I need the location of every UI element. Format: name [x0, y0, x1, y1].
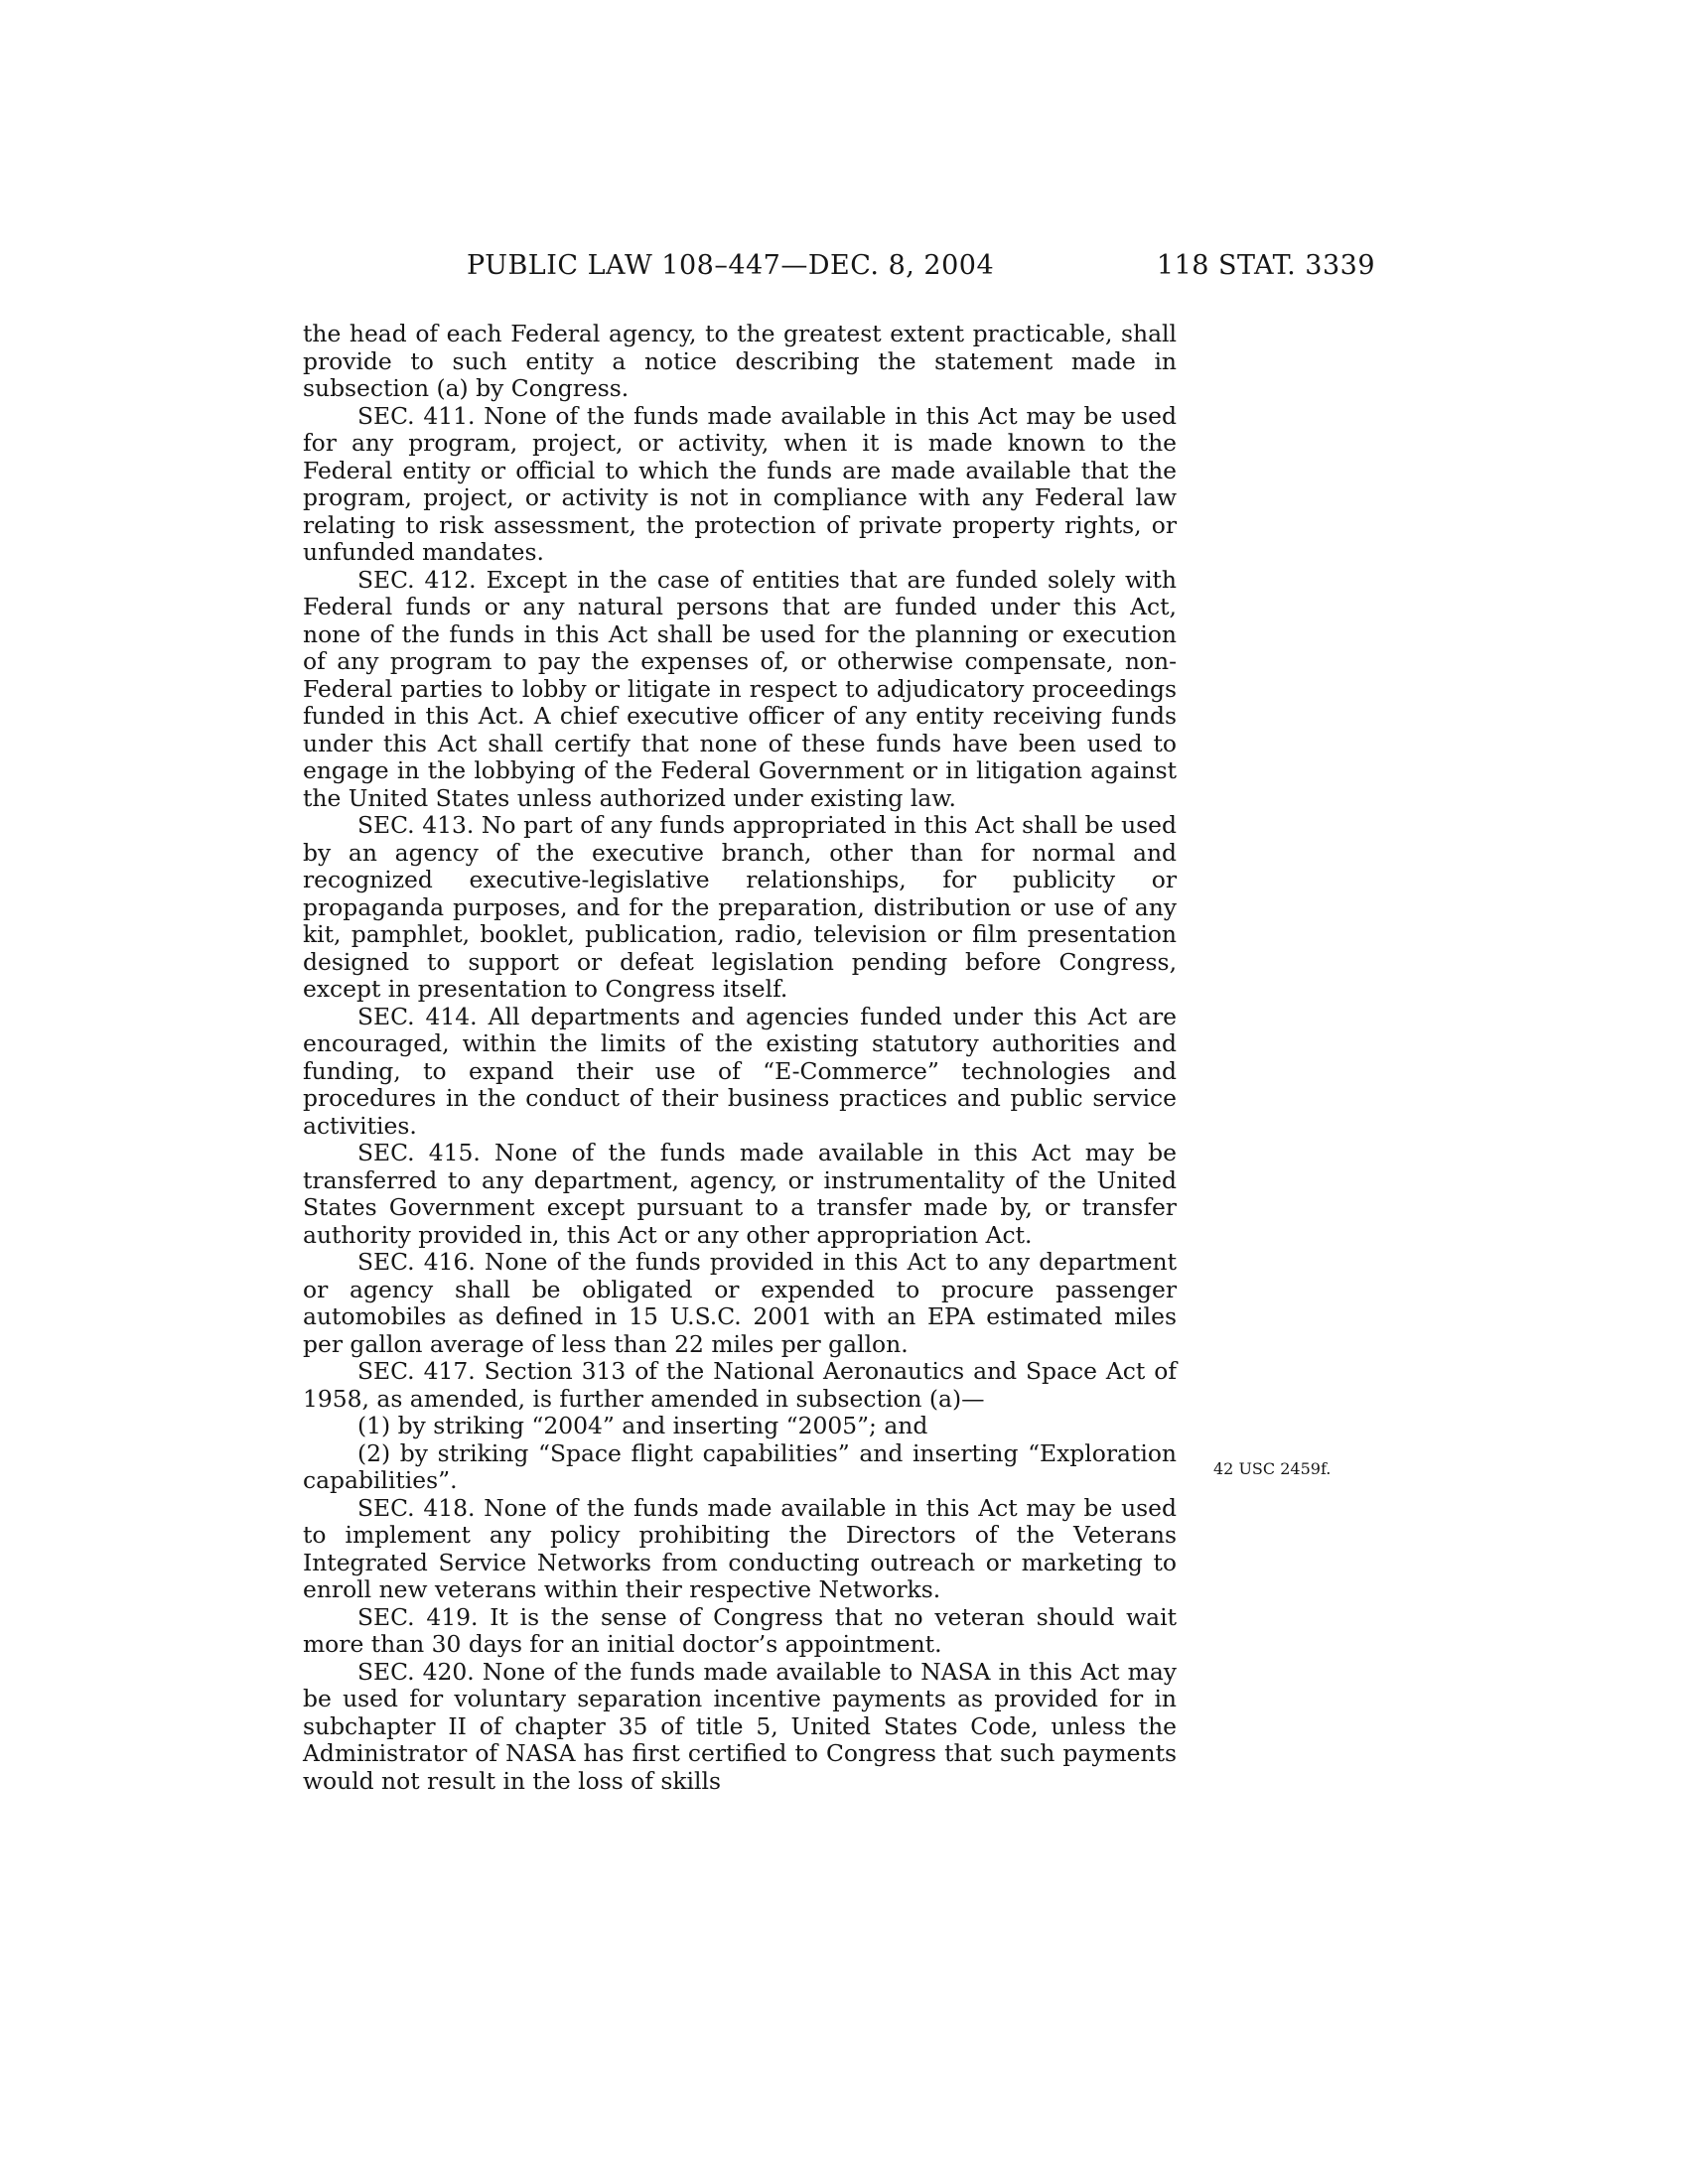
- section-418: [303, 1495, 1177, 1604]
- section-text: None of the funds made available to NASA in this Act may be used for voluntary separation incentive payments as provided for in subchapter II of chapter 35 of title 5, United States Code, unless the Administrator of NASA has first certified to Congress that such payments would not result in the loss of skills: [303, 1657, 1177, 1795]
- section-415: [303, 1140, 1177, 1249]
- section-412: [303, 567, 1177, 813]
- section-419: [303, 1604, 1177, 1659]
- section-text: None of the funds made available in this Act may be used to implement any policy prohibiting the Directors of the Veterans Integrated Service Networks from conducting outreach or marketing to enroll new veterans within their respective Networks.: [303, 1493, 1177, 1603]
- section-text: None of the funds made available in this Act may be transferred to any department, agency, or instrumentality of the United States Government except pursuant to a transfer made by, or transfer authority provided in, this Act or any other appropriation Act.: [303, 1139, 1177, 1249]
- section-417-clause-2: (2) by striking “Space flight capabilities” and inserting “Exploration capabilities”.: [303, 1438, 1177, 1494]
- section-label: SEC. 416.: [357, 1248, 476, 1276]
- section-label: SEC. 414.: [357, 1002, 478, 1030]
- section-414: [303, 1004, 1177, 1141]
- document-body: [303, 321, 1177, 1795]
- section-text: Section 313 of the National Aeronautics and Space Act of 1958, as amended, is further amended in subsection (a)—: [303, 1357, 1177, 1413]
- section-417-clause-1: (1) by striking “2004” and inserting “2005”; and: [357, 1412, 928, 1439]
- page-header: [298, 250, 1375, 290]
- section-text: It is the sense of Congress that no veteran should wait more than 30 days for an initial doctor’s appointment.: [303, 1602, 1177, 1658]
- section-416: [303, 1249, 1177, 1358]
- section-label: SEC. 413.: [357, 811, 475, 839]
- section-413: [303, 812, 1177, 1004]
- section-420: [303, 1659, 1177, 1796]
- section-411: [303, 403, 1177, 567]
- section-text: None of the funds made available in this Act may be used for any program, project, or activity, when it is made known to the Federal entity or official to which the funds are made available that the program, project, or activity is not in compliance with any Federal law relating to risk assessment, the protection of private property rights, or unfunded mandates.: [303, 401, 1177, 566]
- margin-note-usc-citation: 42 USC 2459f.: [1213, 1459, 1332, 1478]
- section-label: SEC. 415.: [357, 1139, 481, 1166]
- section-label: SEC. 417.: [357, 1357, 476, 1385]
- section-label: SEC. 412.: [357, 565, 477, 594]
- section-text: Except in the case of entities that are funded solely with Federal funds or any natural persons that are funded under this Act, none of the funds in this Act shall be used for the planning or execution of any program to pay the expenses of, or otherwise compensate, non-Federal parties to lobby or litigate in respect to adjudicatory proceedings funded in this Act. A chief executive officer of any entity receiving funds under this Act shall certify that none of these funds have been used to engage in the lobbying of the Federal Government or in litigation against the United States unless authorized under existing law.: [303, 565, 1177, 812]
- section-417: [303, 1358, 1177, 1413]
- section-label: SEC. 411.: [357, 401, 476, 430]
- statute-page-reference: 118 STAT. 3339: [1156, 250, 1375, 281]
- header-title: PUBLIC LAW 108–447—DEC. 8, 2004: [467, 250, 995, 281]
- paragraph-continuation: the head of each Federal agency, to the greatest extent practicable, shall provide to such entity a notice describing the statement made in subsection (a) by Congress.: [303, 320, 1177, 402]
- section-label: SEC. 420.: [357, 1657, 475, 1686]
- section-text: None of the funds provided in this Act to any department or agency shall be obligated or expended to procure passenger automobiles as defined in 15 U.S.C. 2001 with an EPA estimated miles per gallon average of less than 22 miles per gallon.: [303, 1248, 1178, 1358]
- section-label: SEC. 419.: [357, 1602, 479, 1631]
- section-text: No part of any funds appropriated in this Act shall be used by an agency of the executive branch, other than for normal and recognized executive-legislative relationships, for publicity or propaganda purposes, and for the preparation, distribution or use of any kit, pamphlet, booklet, publication, radio, television or film presentation designed to support or defeat legislation pending before Congress, except in presentation to Congress itself.: [303, 811, 1177, 1003]
- section-label: SEC. 418.: [357, 1493, 476, 1522]
- section-text: All departments and agencies funded under this Act are encouraged, within the limits of the existing statutory authorities and funding, to expand their use of “E-Commerce” technologies and procedures in the conduct of their business practices and public service activities.: [303, 1002, 1178, 1140]
